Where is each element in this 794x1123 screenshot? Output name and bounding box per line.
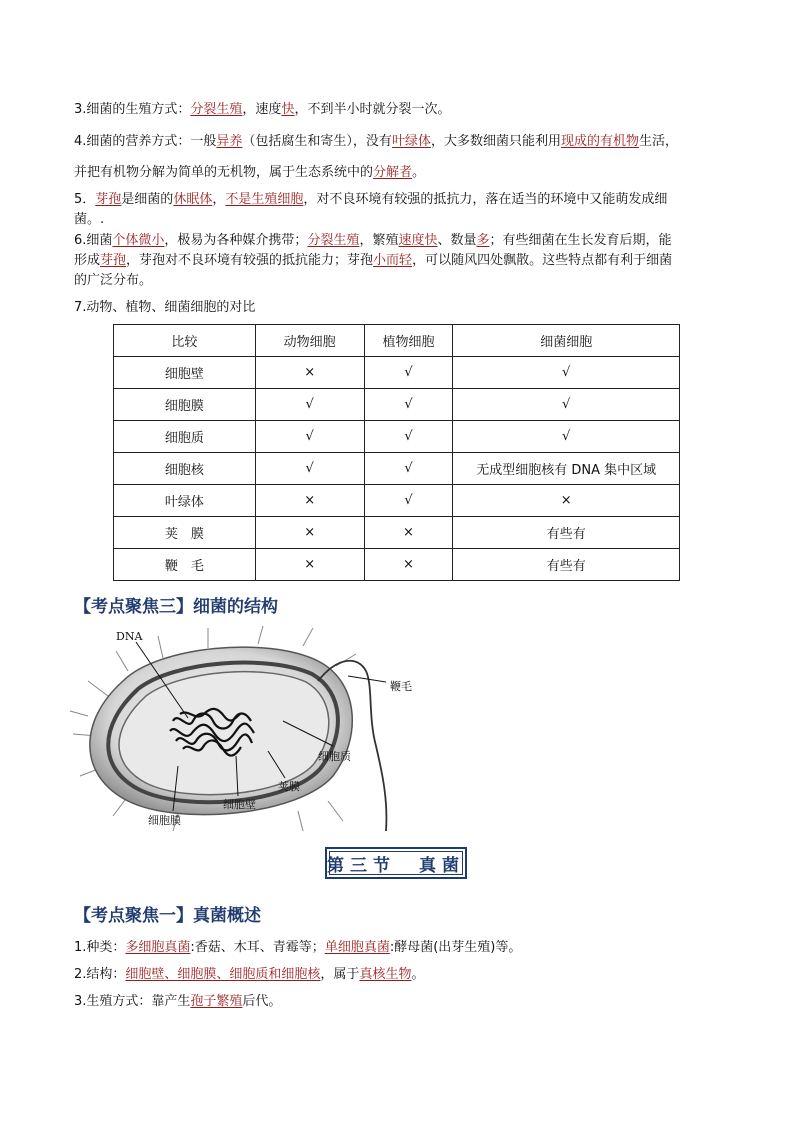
table-cell: × <box>364 517 453 549</box>
table-row <box>114 517 680 549</box>
table-cell: √ <box>453 357 680 389</box>
table-header-cell: 植物细胞 <box>364 325 453 357</box>
table-cell: √ <box>364 421 453 453</box>
paragraph-comparison-title: 7.动物、植物、细菌细胞的对比 <box>74 300 256 315</box>
table-row <box>114 453 680 485</box>
paragraph-nutrition-line1: 4.细菌的营养方式：一般异养（包括腐生和寄生），没有叶绿体，大多数细菌只能利用现成的有机物生活， <box>74 134 678 149</box>
fungi-reproduction: 3.生殖方式：靠产生孢子繁殖后代。 <box>74 994 282 1009</box>
table-cell: 细胞核 <box>114 453 256 485</box>
table-cell: × <box>255 517 364 549</box>
table-row <box>114 389 680 421</box>
label-cell-wall: 细胞壁 <box>223 798 256 811</box>
table-header-cell: 比较 <box>114 325 256 357</box>
table-row <box>114 357 680 389</box>
label-dna: DNA <box>116 630 143 643</box>
table-cell: 有些有 <box>453 517 680 549</box>
label-capsule: 荚膜 <box>278 780 300 793</box>
table-cell: √ <box>255 453 364 485</box>
heading-fungi-overview: 【考点聚焦一】真菌概述 <box>74 906 261 926</box>
table-cell: 荚 膜 <box>114 517 256 549</box>
table-cell: × <box>255 485 364 517</box>
section-title: 第三节 真菌 <box>327 855 465 876</box>
table-cell: √ <box>453 421 680 453</box>
paragraph-spore-line1: 5．芽孢是细菌的休眠体，不是生殖细胞，对不良环境有较强的抵抗力，落在适当的环境中又能萌发成细 <box>74 192 668 207</box>
term-fission: 分裂生殖 <box>190 102 243 117</box>
table-cell: × <box>255 549 364 581</box>
table-row <box>114 485 680 517</box>
table-cell: × <box>364 549 453 581</box>
table-row <box>114 549 680 581</box>
table-header-cell: 动物细胞 <box>255 325 364 357</box>
table-cell: √ <box>255 421 364 453</box>
table-cell: √ <box>364 453 453 485</box>
table-cell: × <box>453 485 680 517</box>
heading-bacteria-structure: 【考点聚焦三】细菌的结构 <box>74 597 278 617</box>
table-cell: √ <box>364 485 453 517</box>
table-row <box>114 421 680 453</box>
table-cell: 细胞膜 <box>114 389 256 421</box>
term-fast: 快 <box>281 102 295 117</box>
paragraph-nutrition-line2: 并把有机物分解为简单的无机物，属于生态系统中的分解者。 <box>74 165 426 180</box>
bacteria-diagram <box>68 626 508 836</box>
fungi-structure: 2.结构：细胞壁、细胞膜、细胞质和细胞核，属于真核生物。 <box>74 967 425 982</box>
table-cell: 鞭 毛 <box>114 549 256 581</box>
label-flagellum: 鞭毛 <box>390 680 412 693</box>
table-cell: 有些有 <box>453 549 680 581</box>
fungi-types: 1.种类：多细胞真菌:香菇、木耳、青霉等；单细胞真菌:酵母菌(出芽生殖)等。 <box>74 940 522 955</box>
label-cytoplasm: 细胞质 <box>318 750 351 763</box>
label-cell-membrane: 细胞膜 <box>148 814 181 827</box>
table-header-row <box>114 325 680 357</box>
paragraph-reproduction: 3.细菌的生殖方式：分裂生殖，速度快，不到半小时就分裂一次。 <box>74 102 451 117</box>
table-cell: × <box>255 357 364 389</box>
table-cell: √ <box>364 389 453 421</box>
table-cell: √ <box>453 389 680 421</box>
table-cell: √ <box>255 389 364 421</box>
table-cell: 叶绿体 <box>114 485 256 517</box>
section-title-box <box>325 847 467 879</box>
table-cell: 细胞壁 <box>114 357 256 389</box>
paragraph-features-line1: 6.细菌个体微小，极易为各种媒介携带；分裂生殖，繁殖速度快、数量多；有些细菌在生长发育后期，能 <box>74 233 672 248</box>
table-cell: 细胞质 <box>114 421 256 453</box>
paragraph-features-line2: 形成芽孢，芽孢对不良环境有较强的抵抗能力；芽孢小而轻，可以随风四处飘散。这些特点都有利于细菌 <box>74 253 673 268</box>
cell-comparison-table <box>113 324 680 581</box>
table-cell: √ <box>364 357 453 389</box>
paragraph-spore-line2: 菌。. <box>74 212 105 227</box>
paragraph-features-line3: 的广泛分布。 <box>74 273 153 288</box>
table-cell: 无成型细胞核有 DNA 集中区域 <box>453 453 680 485</box>
table-header-cell: 细菌细胞 <box>453 325 680 357</box>
